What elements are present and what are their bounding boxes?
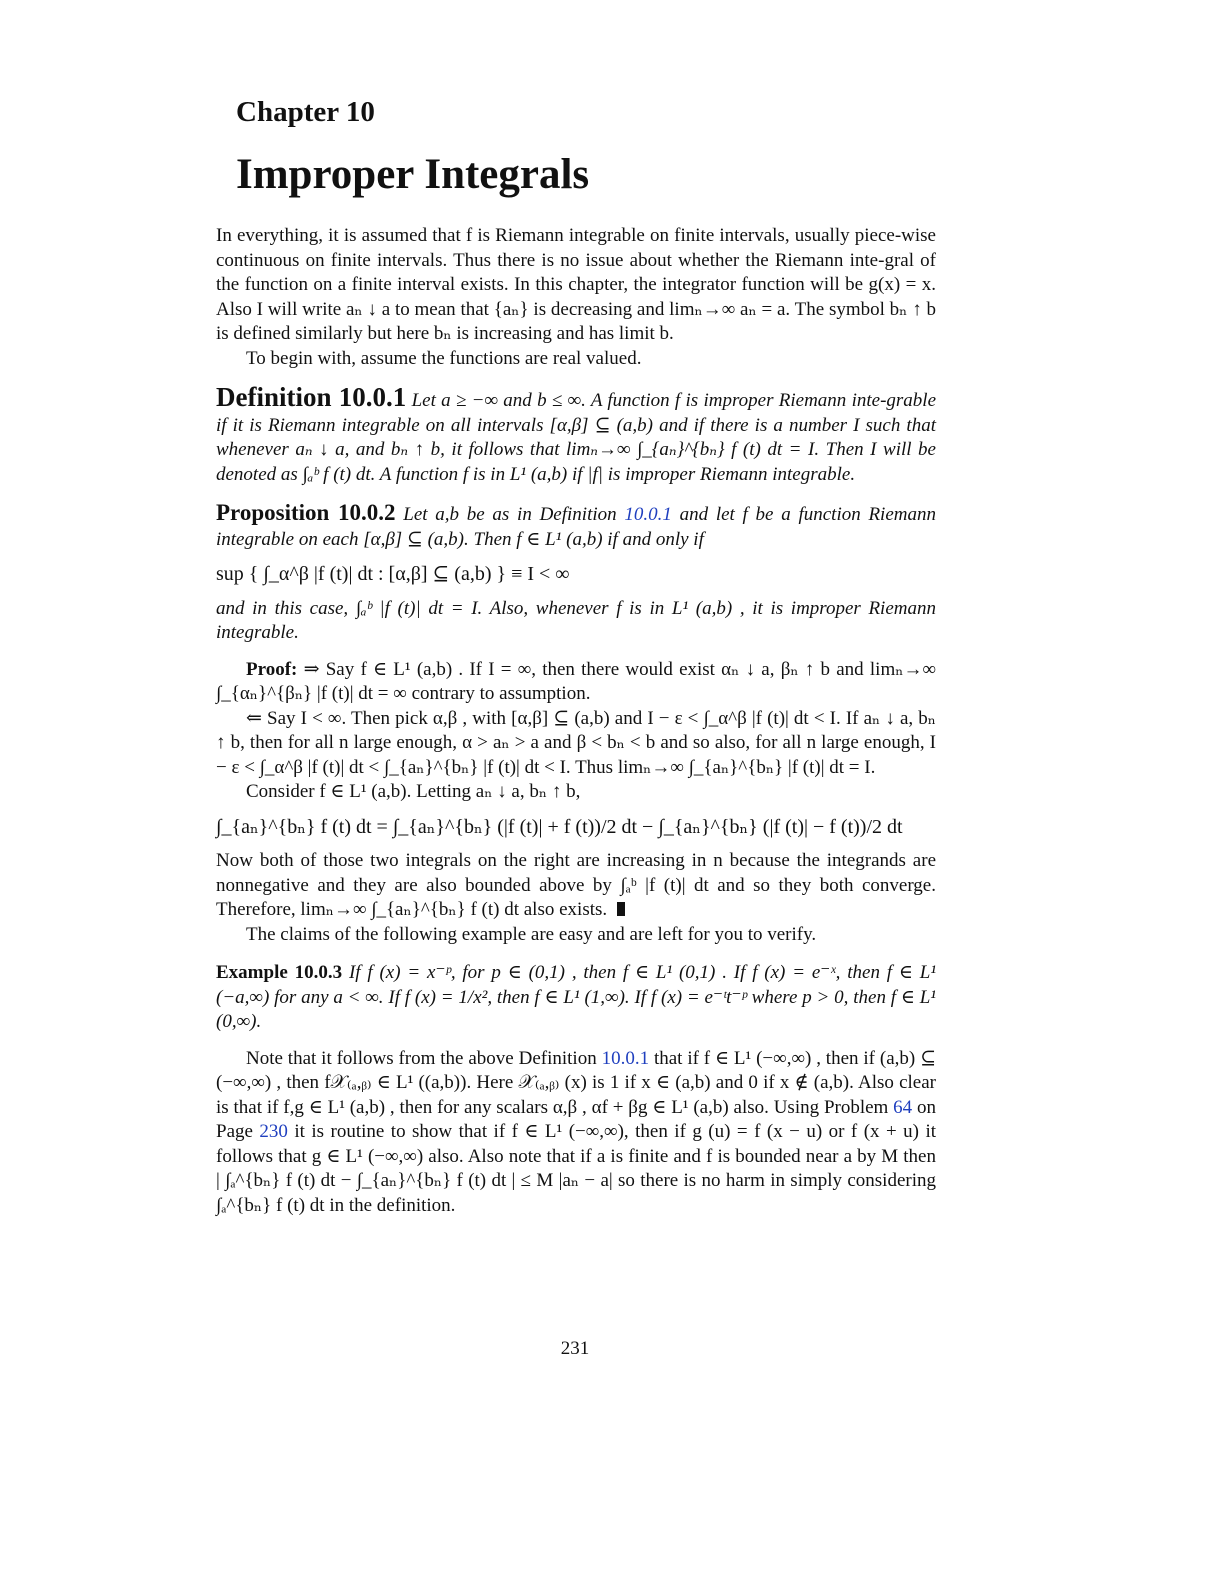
definition-text: Let a ≥ −∞ and b ≤ ∞. A function f is improper Riemann inte-grable if it is Riemann integrable on all intervals [α,β] ⊆ (a,b) and if there is a number I such that whenever aₙ ↓ a, and bₙ ↑ b, it follows that limₙ→∞ ∫_{aₙ}^{bₙ} f (t) dt = I. Then I will be denoted as ∫ₐᵇ f (t) dt. A function f is in L¹ (a,b) if |f| is improper Riemann integrable. (216, 390, 937, 485)
definition-block (216, 382, 937, 487)
proof-text-4: Now both of those two integrals on the right are increasing in n because the integrands are nonnegative and they are also bounded above by ∫ₐᵇ |f (t)| dt and so they both converge. Therefore, limₙ→∞ ∫_{aₙ}^{bₙ} f (t) dt also exists. (216, 850, 936, 920)
intro-paragraph-2: To begin with, assume the functions are real valued. (246, 347, 642, 369)
chapter-title: Improper Integrals (236, 151, 590, 198)
definition-link[interactable]: 10.0.1 (624, 504, 672, 525)
page-body (216, 224, 936, 1218)
definition-heading: Definition 10.0.1 (216, 382, 407, 412)
definition-link-2[interactable]: 10.0.1 (601, 1047, 650, 1069)
chapter-label: Chapter 10 (236, 96, 375, 128)
proposition-block (216, 501, 936, 646)
note-paragraph (216, 1047, 936, 1219)
proof-display-equation: ∫_{aₙ}^{bₙ} f (t) dt = ∫_{aₙ}^{bₙ} (|f (t)| + f (t))/2 dt − ∫_{aₙ}^{bₙ} (|f (t)| − f (t))/2 dt (216, 815, 903, 838)
page-link[interactable]: 230 (259, 1121, 288, 1142)
problem-link[interactable]: 64 (893, 1096, 913, 1118)
qed-square-icon (617, 902, 625, 916)
note-text-d: it is routine to show that if f ∈ L¹ (−∞,∞), then if g (u) = f (x − u) or f (x + u) it follows that g ∈ L¹ (−∞,∞) also. Also note that if a is finite and f is bounded near a by M then | ∫ₐ^{bₙ} f (t) dt − ∫_{aₙ}^{bₙ} f (t) dt | ≤ M |aₙ − a| so there is no harm in simply considering ∫ₐ^{bₙ} f (t) dt in the definition. (216, 1121, 937, 1216)
proposition-heading: Proposition 10.0.2 (216, 500, 396, 525)
proof-paragraph-4 (216, 849, 936, 923)
page-number: 231 (560, 1338, 590, 1359)
proposition-text-b: and let f be a function Riemann integrable on each [α,β] ⊆ (a,b). Then f ∈ L¹ (a,b) if and only if (216, 504, 936, 550)
intro-paragraph: In everything, it is assumed that f is Riemann integrable on finite intervals, usually piece-wise continuous on finite intervals. Thus there is no issue about whether the Riemann inte-gral of the function on a finite interval exists. In this chapter, the integrator function will be g(x) = x. Also I will write aₙ ↓ a to mean that {aₙ} is decreasing and limₙ→∞ aₙ = a. The symbol bₙ ↑ b is defined similarly but here bₙ is increasing and has limit b. (216, 225, 936, 344)
note-text-b: that if f ∈ L¹ (−∞,∞) , then if (a,b) ⊆ (−∞,∞) , then f𝒳₍ₐ,ᵦ₎ ∈ L¹ ((a,b)). Here 𝒳₍ₐ,ᵦ₎ (x) is 1 if x ∈ (a,b) and 0 if x ∉ (a,b). Also clear is that if f,g ∈ L¹ (a,b) , then for any scalars α,β , αf + βg ∈ L¹ (a,b) also. Using Problem (216, 1047, 937, 1118)
note-text-c: on Page (216, 1096, 937, 1142)
example-heading: Example 10.0.3 (216, 962, 343, 983)
proof-heading: Proof: (246, 658, 298, 680)
example-text: If f (x) = x⁻ᵖ, for p ∈ (0,1) , then f ∈ L¹ (0,1) . If f (x) = e⁻ˣ, then f ∈ L¹ (−a,∞) for any a < ∞. If f (x) = 1/x², then f ∈ L¹ (1,∞). If f (x) = e⁻ᵗt⁻ᵖ where p > 0, then f ∈ L¹ (0,∞). (216, 962, 937, 1032)
example-block (216, 961, 936, 1035)
proposition-text-a: Let a,b be as in Definition (403, 504, 617, 525)
proof-paragraph-3: Consider f ∈ L¹ (a,b). Letting aₙ ↓ a, bₙ ↑ b, (246, 781, 581, 802)
proposition-display-equation: sup { ∫_α^β |f (t)| dt : [α,β] ⊆ (a,b) } ≡ I < ∞ (216, 563, 570, 585)
proof-paragraph-1 (216, 658, 936, 707)
proof-text-1: ⇒ Say f ∈ L¹ (a,b) . If I = ∞, then there would exist αₙ ↓ a, βₙ ↑ b and limₙ→∞ ∫_{αₙ}^{βₙ} |f (t)| dt = ∞ contrary to assumption. (216, 658, 937, 704)
proposition-after: and in this case, ∫ₐᵇ |f (t)| dt = I. Also, whenever f is in L¹ (a,b) , it is improper Riemann integrable. (216, 597, 936, 643)
proof-paragraph-5: The claims of the following example are easy and are left for you to verify. (246, 923, 817, 945)
note-text-a: Note that it follows from the above Definition (246, 1047, 597, 1069)
proof-paragraph-2: ⇐ Say I < ∞. Then pick α,β , with [α,β] ⊆ (a,b) and I − ε < ∫_α^β |f (t)| dt < I. If aₙ ↓ a, bₙ ↑ b, then for all n large enough, α > aₙ > a and β < bₙ < b and so also, for all n large enough, I − ε < ∫_α^β |f (t)| dt < ∫_{aₙ}^{bₙ} |f (t)| dt < I. Thus limₙ→∞ ∫_{aₙ}^{bₙ} |f (t)| dt = I. (216, 707, 936, 778)
